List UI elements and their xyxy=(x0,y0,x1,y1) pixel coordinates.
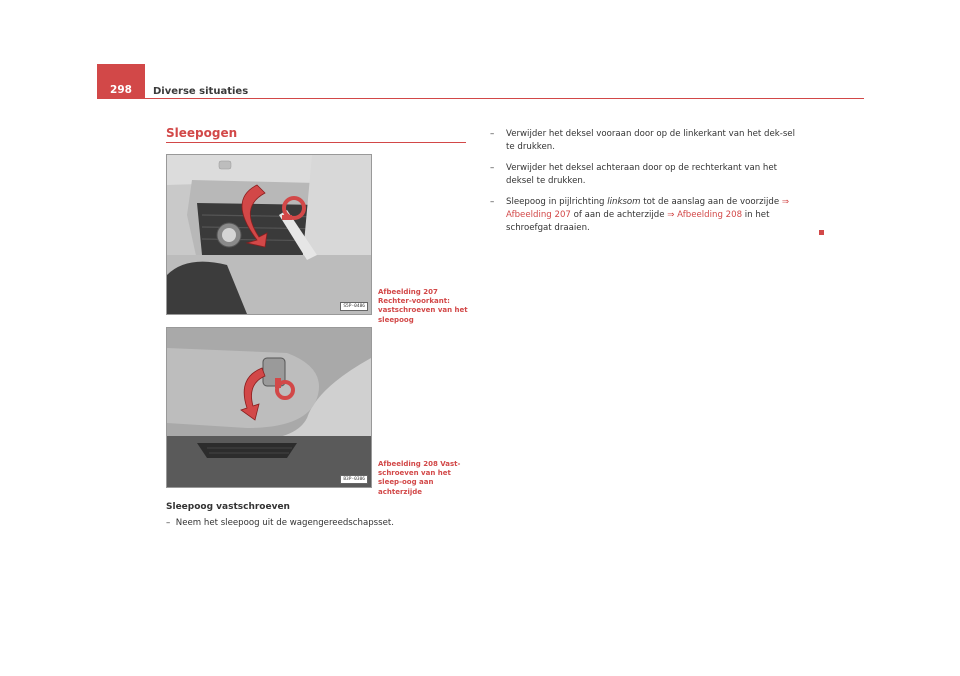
header-rule xyxy=(145,98,864,99)
step-list xyxy=(490,128,800,243)
figure-code: S5P-0486 xyxy=(340,302,368,311)
page-number: 298 xyxy=(97,64,145,99)
figure-208-image xyxy=(166,327,372,488)
figure-code: B3P-0306 xyxy=(340,475,368,484)
step-item: – Verwijder het deksel vooraan door op de linkerkant van het dek-sel te drukken. xyxy=(490,129,795,152)
section-rule xyxy=(166,142,466,143)
figure-208-link[interactable]: ⇒ Afbeelding 208 xyxy=(667,210,743,220)
section-end-marker xyxy=(819,230,824,235)
figure-207-caption: Afbeelding 207 Rechter-voorkant: vastschroeven van het sleepoog xyxy=(378,288,468,324)
subheading: Sleepoog vastschroeven xyxy=(166,502,290,512)
header-title: Diverse situaties xyxy=(153,86,249,97)
figure-207-link[interactable]: ⇒ Afbeelding 207 xyxy=(506,197,790,220)
step-item: – Verwijder het deksel achteraan door op de rechterkant van het deksel te drukken. xyxy=(490,163,778,186)
figure-207-image xyxy=(166,154,372,315)
step-item: – Neem het sleepoog uit de wagengereedschapsset. xyxy=(166,518,395,528)
figure-208-caption: Afbeelding 208 Vast-schroeven van het sleep-oog aan achterzijde xyxy=(378,460,461,496)
step-item: – Sleepoog in pijlrichting linksom tot de aanslag aan de voorzijde ⇒ Afbeelding 207 of aan de achterzijde ⇒ Afbeelding 208 in het schroefgat draaien. xyxy=(490,197,790,233)
section-title: Sleepogen xyxy=(166,126,238,140)
